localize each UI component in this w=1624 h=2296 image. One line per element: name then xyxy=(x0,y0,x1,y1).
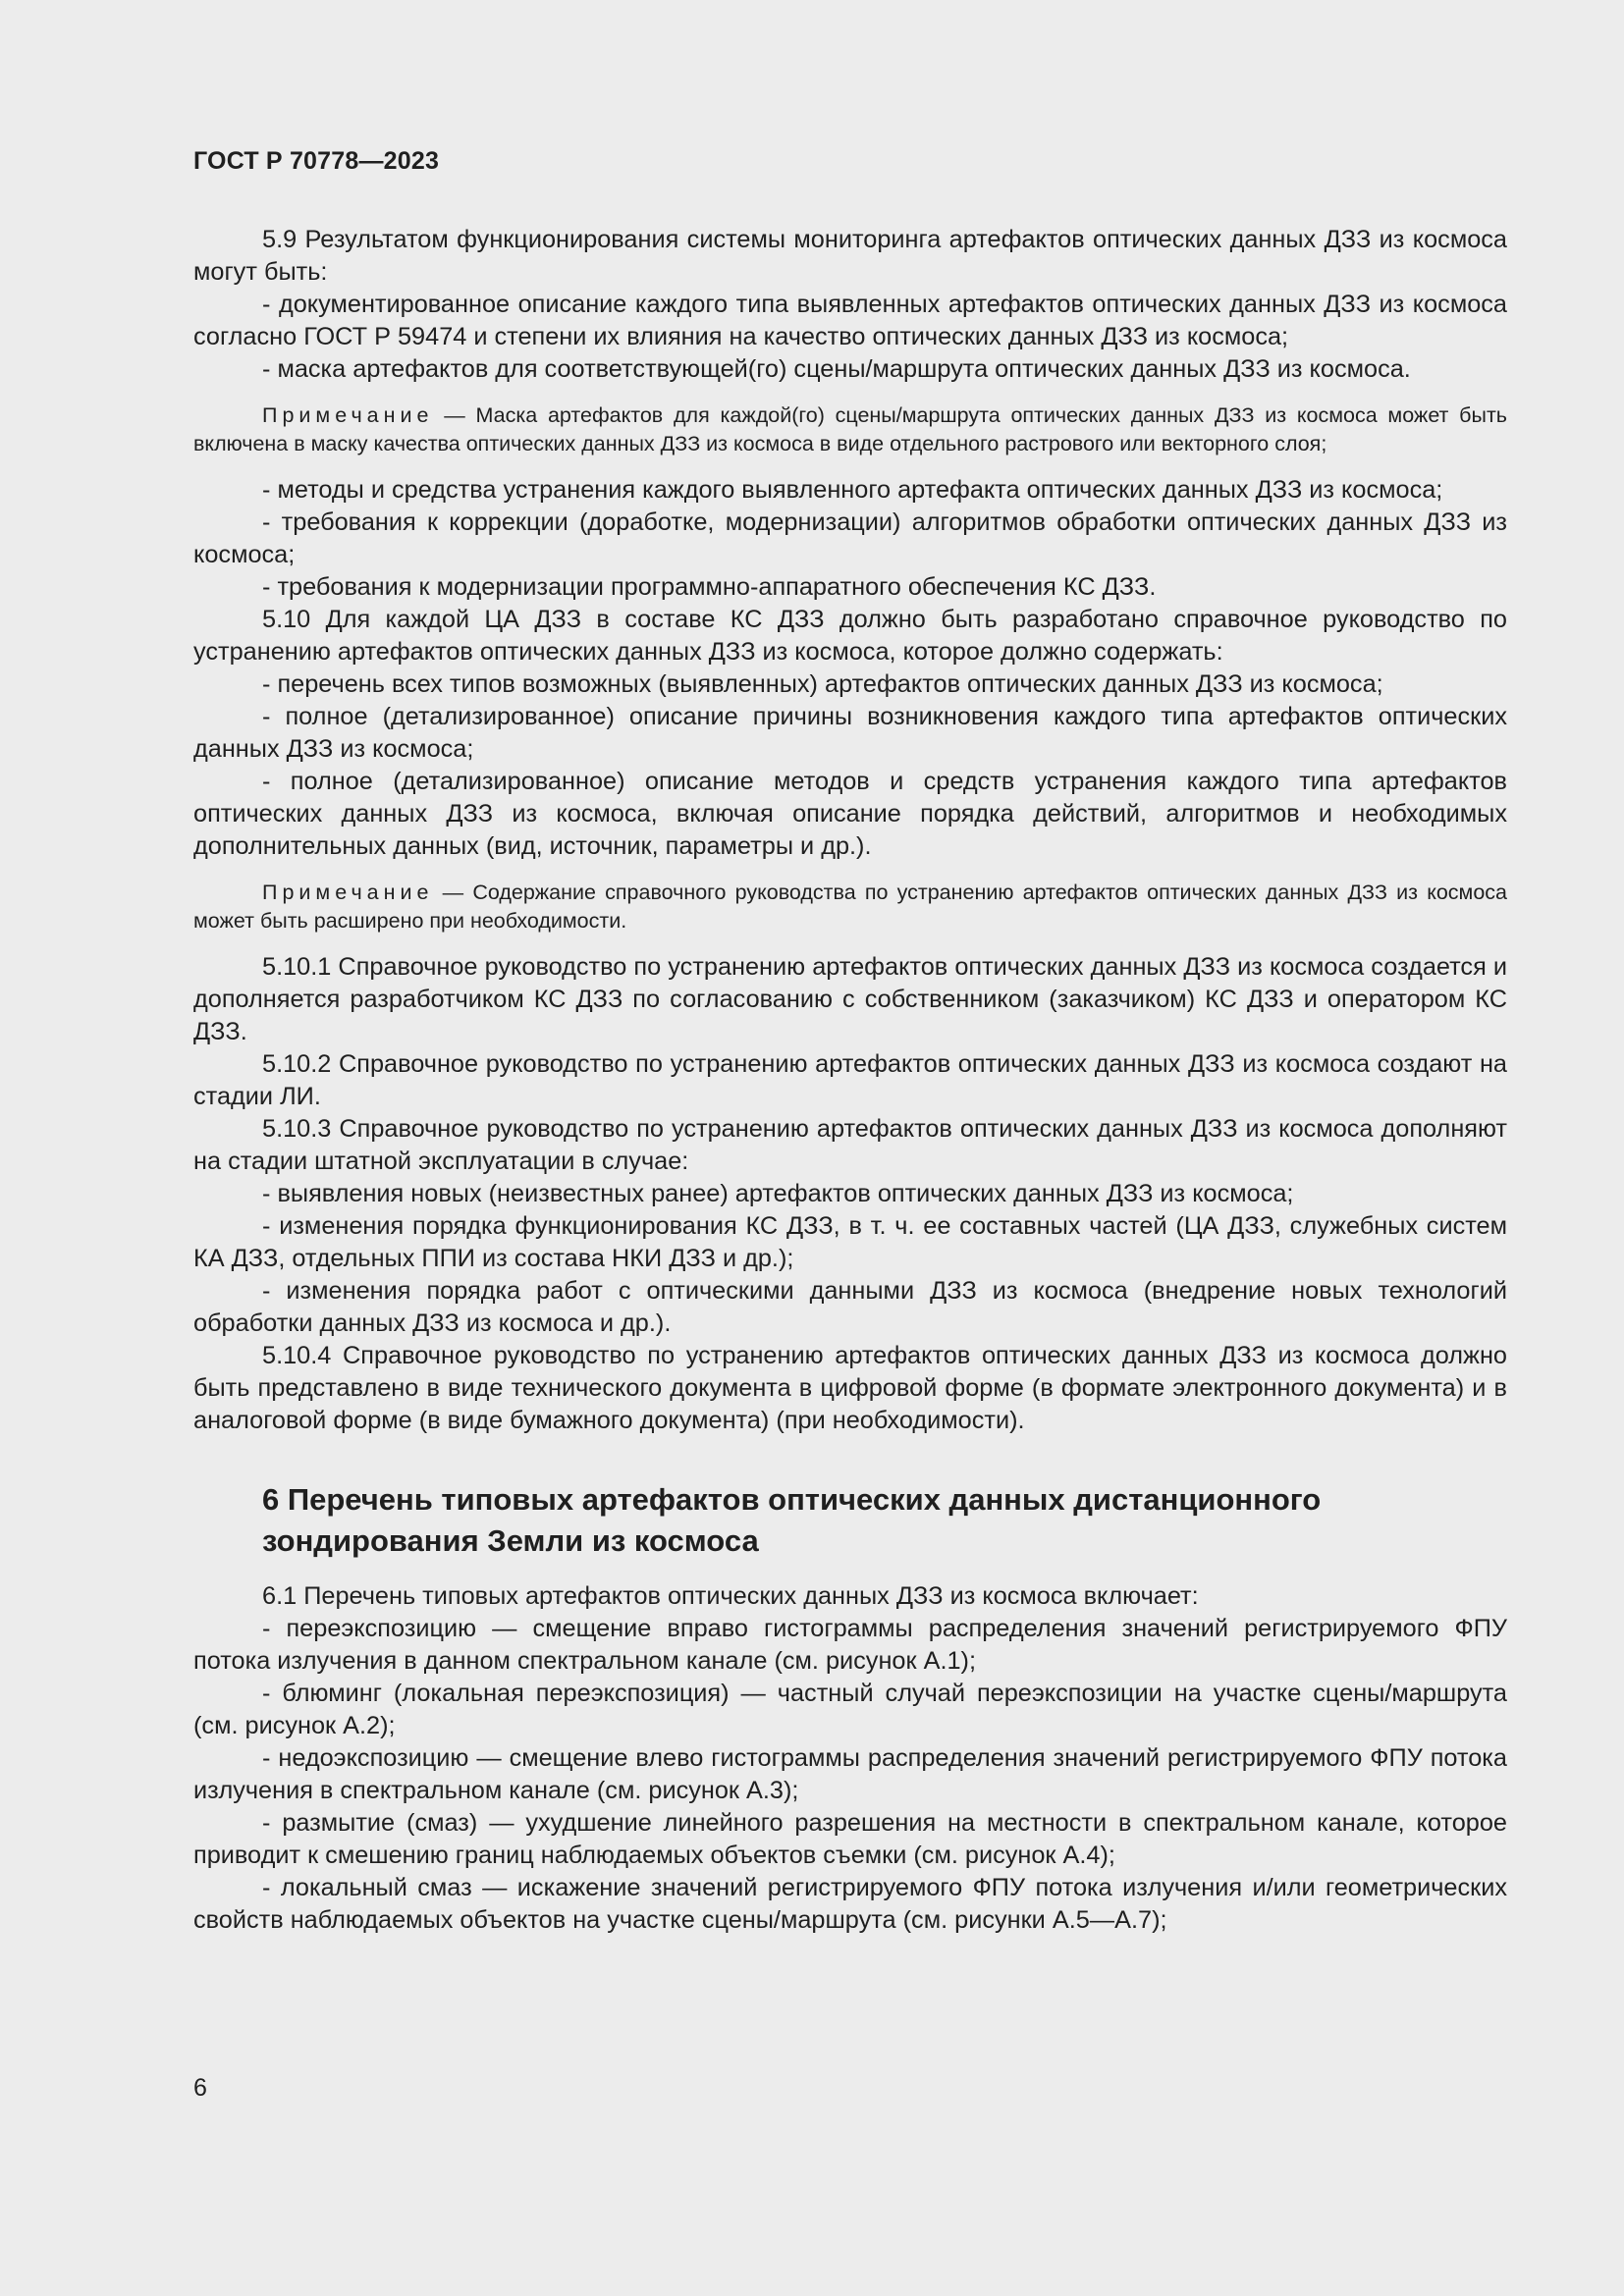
paragraph: 5.10.1 Справочное руководство по устранению артефактов оптических данных ДЗЗ из космоса создается и дополняется разработчиком КС ДЗЗ по согласованию с собственником (заказчиком) КС ДЗЗ и оператором КС ДЗЗ. xyxy=(193,953,1507,1045)
note xyxy=(193,401,1507,458)
list-item: - документированное описание каждого типа выявленных артефактов оптических данных ДЗЗ из космоса согласно ГОСТ Р 59474 и степени их влияния на качество оптических данных ДЗЗ из космоса; xyxy=(193,291,1507,350)
paragraph: 5.10.2 Справочное руководство по устранению артефактов оптических данных ДЗЗ из космоса создают на стадии ЛИ. xyxy=(193,1050,1507,1110)
list-item: - полное (детализированное) описание причины возникновения каждого типа артефактов оптических данных ДЗЗ из космоса; xyxy=(193,703,1507,763)
list-item: - перечень всех типов возможных (выявленных) артефактов оптических данных ДЗЗ из космоса; xyxy=(262,670,1383,698)
list-item: - изменения порядка работ с оптическими данными ДЗЗ из космоса (внедрение новых технологий обработки данных ДЗЗ из космоса и др.). xyxy=(193,1277,1507,1337)
list-item: - блюминг (локальная переэкспозиция) — частный случай переэкспозиции на участке сцены/маршрута (см. рисунок А.2); xyxy=(193,1680,1507,1739)
list-item: - размытие (смаз) — ухудшение линейного разрешения на местности в спектральном канале, которое приводит к смешению границ наблюдаемых объектов съемки (см. рисунок А.4); xyxy=(193,1809,1507,1869)
list-item: - выявления новых (неизвестных ранее) артефактов оптических данных ДЗЗ из космоса; xyxy=(262,1180,1294,1207)
note-label: Примечание xyxy=(262,403,434,427)
list-item: - маска артефактов для соответствующей(го) сцены/маршрута оптических данных ДЗЗ из космоса. xyxy=(262,355,1411,383)
paragraph: 5.10 Для каждой ЦА ДЗЗ в составе КС ДЗЗ должно быть разработано справочное руководство по устранению артефактов оптических данных ДЗЗ из космоса, которое должно содержать: xyxy=(193,606,1507,666)
document-header: ГОСТ Р 70778—2023 xyxy=(193,147,440,175)
paragraph: 5.10.3 Справочное руководство по устранению артефактов оптических данных ДЗЗ из космоса дополняют на стадии штатной эксплуатации в случае: xyxy=(193,1115,1507,1175)
page-number: 6 xyxy=(193,2074,207,2102)
list-item: - требования к коррекции (доработке, модернизации) алгоритмов обработки оптических данных ДЗЗ из космоса; xyxy=(193,508,1507,568)
list-item: - локальный смаз — искажение значений регистрируемого ФПУ потока излучения и/или геометрических свойств наблюдаемых объектов на участке сцены/маршрута (см. рисунки А.5—А.7); xyxy=(193,1874,1507,1934)
list-item: - методы и средства устранения каждого выявленного артефакта оптических данных ДЗЗ из космоса; xyxy=(262,476,1443,504)
list-item: - полное (детализированное) описание методов и средств устранения каждого типа артефактов оптических данных ДЗЗ из космоса, включая описание порядка действий, алгоритмов и необходимых дополнительных данных (вид, источник, параметры и др.). xyxy=(193,768,1507,860)
note-text: — Содержание справочного руководства по устранению артефактов оптических данных ДЗЗ из космоса может быть расширено при необходимости. xyxy=(193,881,1507,933)
paragraph: 6.1 Перечень типовых артефактов оптических данных ДЗЗ из космоса включает: xyxy=(262,1582,1199,1610)
note xyxy=(193,879,1507,935)
list-item: - требования к модернизации программно-аппаратного обеспечения КС ДЗЗ. xyxy=(262,573,1157,601)
list-item: - переэкспозицию — смещение вправо гистограммы распределения значений регистрируемого ФПУ потока излучения в данном спектральном канале (см. рисунок А.1); xyxy=(193,1615,1507,1675)
paragraph: 5.9 Результатом функционирования системы мониторинга артефактов оптических данных ДЗЗ из космоса могут быть: xyxy=(193,226,1507,286)
section-heading: 6 Перечень типовых артефактов оптических данных дистанционного зондирования Земли из космоса xyxy=(262,1482,1322,1558)
list-item: - изменения порядка функционирования КС ДЗЗ, в т. ч. ее составных частей (ЦА ДЗЗ, служебных систем КА ДЗЗ, отдельных ППИ из состава НКИ ДЗЗ и др.); xyxy=(193,1212,1507,1272)
note-text: — Маска артефактов для каждой(го) сцены/маршрута оптических данных ДЗЗ из космоса может быть включена в маску качества оптических данных ДЗЗ из космоса в виде отдельного растрового или векторного слоя; xyxy=(193,403,1507,455)
document-body xyxy=(193,224,1507,1937)
paragraph: 5.10.4 Справочное руководство по устранению артефактов оптических данных ДЗЗ из космоса должно быть представлено в виде технического документа в цифровой форме (в формате электронного документа) и в аналоговой форме (в виде бумажного документа) (при необходимости). xyxy=(193,1342,1507,1434)
note-label: Примечание xyxy=(262,881,434,904)
list-item: - недоэкспозицию — смещение влево гистограммы распределения значений регистрируемого ФПУ потока излучения в спектральном канале (см. рисунок А.3); xyxy=(193,1744,1507,1804)
